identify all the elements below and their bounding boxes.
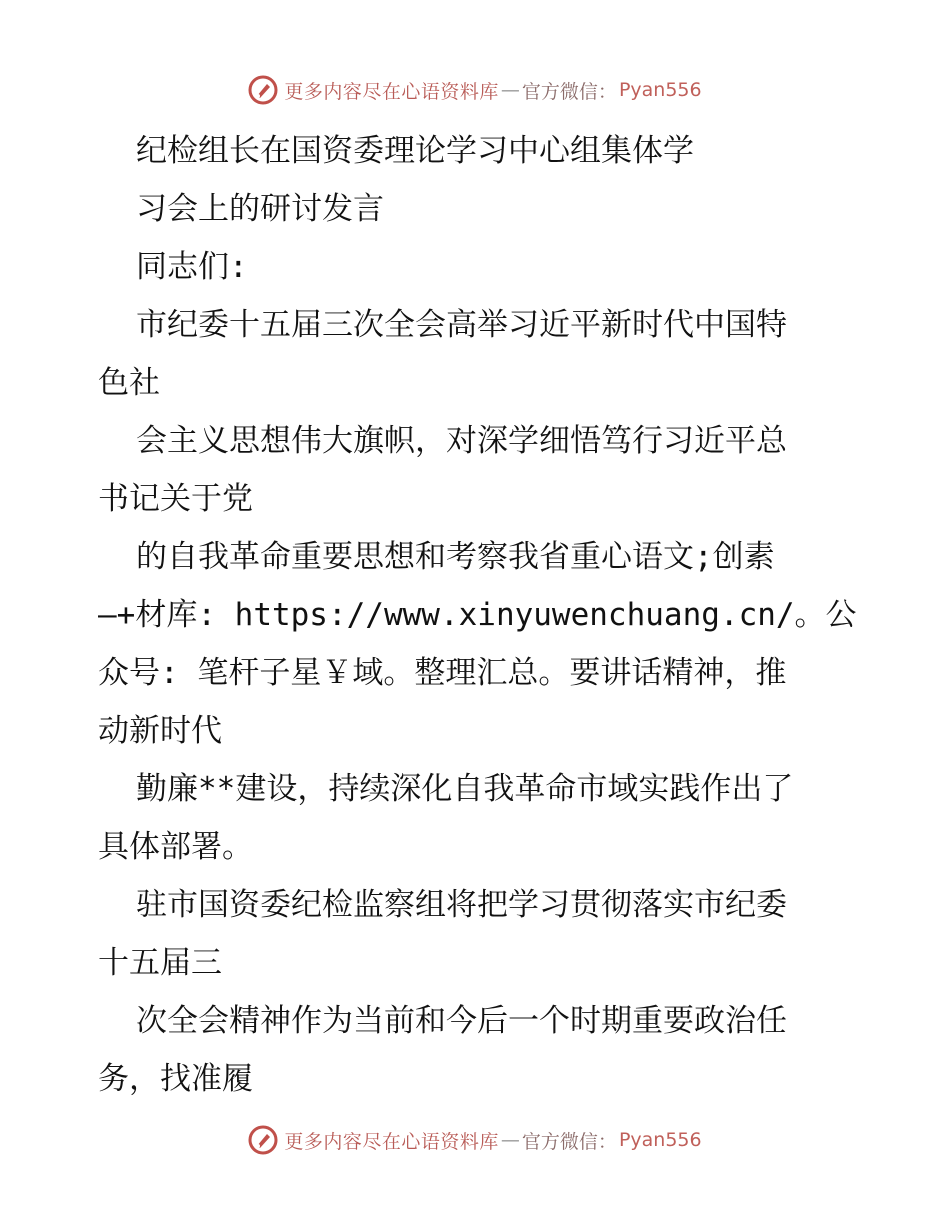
text-line: 色社 xyxy=(98,365,160,401)
text-line: 务，找准履 xyxy=(98,1061,253,1097)
watermark-footer xyxy=(0,1122,950,1158)
text-line: 众号: 笔杆子星￥域。整理汇总。要讲话精神，推 xyxy=(98,655,787,691)
document-body xyxy=(98,122,858,1108)
text-line: 市纪委十五届三次全会高举习近平新时代中国特 xyxy=(136,307,787,343)
watermark-separator: — xyxy=(500,79,520,101)
watermark-wechat-label: 官方微信： xyxy=(521,1130,617,1153)
text-line: 勤廉**建设，持续深化自我革命市域实践作出了 xyxy=(136,771,794,807)
text-line: 会主义思想伟大旗帜，对深学细悟笃行习近平总 xyxy=(136,423,787,459)
title-line-1: 纪检组长在国资委理论学习中心组集体学 xyxy=(136,133,694,169)
watermark-wechat-id: Pyan556 xyxy=(618,79,702,101)
watermark-text: 更多内容尽在心语资料库 xyxy=(284,80,499,103)
salutation: 同志们: xyxy=(136,249,248,285)
text-line: 书记关于党 xyxy=(98,481,253,517)
title-line-2: 习会上的研讨发言 xyxy=(136,191,384,227)
watermark-separator: — xyxy=(500,1129,520,1151)
watermark-header xyxy=(0,72,950,108)
text-line: 次全会精神作为当前和今后一个时期重要政治任 xyxy=(136,1003,787,1039)
watermark-wechat-label: 官方微信： xyxy=(521,80,617,103)
watermark-text: 更多内容尽在心语资料库 xyxy=(284,1130,499,1153)
text-line: 的自我革命重要思想和考察我省重心语文;创素 xyxy=(136,539,775,575)
watermark-wechat-id: Pyan556 xyxy=(618,1129,702,1151)
pen-logo-icon xyxy=(248,1125,278,1155)
text-line: 驻市国资委纪检监察组将把学习贯彻落实市纪委 xyxy=(136,887,787,923)
text-line: 十五届三 xyxy=(98,945,222,981)
pen-logo-icon xyxy=(248,75,278,105)
text-line: —+材库: https://www.xinyuwenchuang.cn/。公 xyxy=(98,597,857,633)
text-line: 动新时代 xyxy=(98,713,222,749)
text-line: 具体部署。 xyxy=(98,829,253,865)
